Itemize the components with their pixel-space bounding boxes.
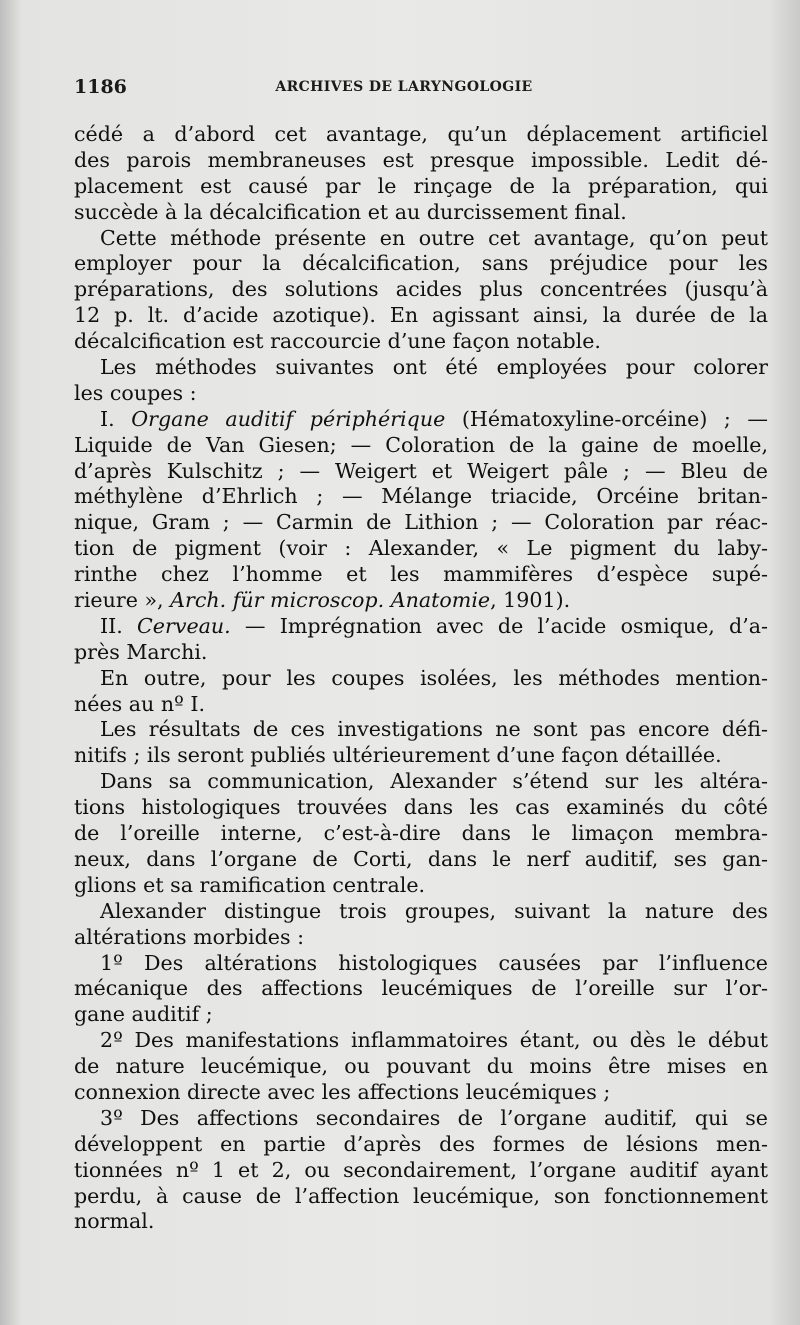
text-line: placement est causé par le rinçage de la préparation, qui [74,173,768,198]
text-line: neux, dans l’organe de Corti, dans le nerf auditif, ses gan- [74,846,768,871]
line-prefix: rieure », [74,588,171,613]
text-line: Les méthodes suivantes ont été employées pour colorer [100,355,768,380]
text-line: 3º Des affections secondaires de l’organe auditif, qui se [100,1105,768,1130]
line-suffix: (Hématoxyline-orcéine) ; — [445,406,768,431]
text-line: mécanique des affections leucémiques de l’oreille sur l’or- [74,976,768,1001]
text-line: altérations morbides : [74,924,305,949]
text-line-mixed [74,407,768,433]
text-line: 1º Des altérations histologiques causées par l’influence [100,950,768,975]
text-line: décalcification est raccourcie d’une façon notable. [74,329,601,354]
line-suffix: — Imprégnation avec de l’acide osmique, d’a- [230,613,768,638]
text-line: tionnées nº 1 et 2, ou secondairement, l’organe auditif ayant [74,1157,768,1182]
text-line: Dans sa communication, Alexander s’étend sur les altéra- [100,769,768,794]
text-line: nées au nº I. [74,691,206,716]
text-line: Cette méthode présente en outre cet avantage, qu’on peut [100,225,768,250]
text-line: perdu, à cause de l’affection leucémique, son fonctionnement [74,1183,768,1208]
text-line: Alexander distingue trois groupes, suivant la nature des [100,898,768,923]
italic-term: Organe auditif périphérique [131,406,446,431]
page-header [74,76,734,102]
text-line: de nature leucémique, ou pouvant du moins être mises en [74,1054,768,1079]
text-line: rinthe chez l’homme et les mammifères d’espèce supé- [74,562,768,587]
text-line: 2º Des manifestations inflammatoires étant, ou dès le début [100,1028,768,1053]
line-prefix: I. [100,406,132,431]
text-line: gane auditif ; [74,1002,213,1027]
text-line: employer pour la décalcification, sans préjudice pour les [74,251,768,276]
text-line: préparations, des solutions acides plus concentrées (jusqu’à [74,277,768,302]
text-line: tion de pigment (voir : Alexander, « Le pigment du laby- [74,536,768,561]
running-head: ARCHIVES DE LARYNGOLOGIE [275,79,533,95]
text-line: les coupes : [74,380,197,405]
text-line-mixed [74,614,768,640]
text-line: Liquide de Van Giesen; — Coloration de la gaine de moelle, [74,432,768,457]
text-line: normal. [74,1209,155,1234]
text-line: nitifs ; ils seront publiés ultérieurement d’une façon détaillée. [74,743,722,768]
text-line: de l’oreille interne, c’est-à-dire dans le limaçon membra- [74,821,768,846]
text-line: En outre, pour les coupes isolées, les méthodes mention- [100,665,768,690]
text-line: près Marchi. [74,639,208,664]
text-line: 12 p. lt. d’acide azotique). En agissant ainsi, la durée de la [74,303,768,328]
text-line: méthylène d’Ehrlich ; — Mélange triacide, Orcéine britan- [74,484,768,509]
text-line: tions histologiques trouvées dans les cas examinés du côté [74,795,768,820]
body-text [74,122,768,1235]
text-line: d’après Kulschitz ; — Weigert et Weigert pâle ; — Bleu de [74,458,768,483]
line-suffix: , 1901). [490,588,571,613]
italic-citation: Arch. für microscop. Anatomie [170,588,491,613]
italic-term: Cerveau. [137,613,231,638]
text-line: glions et sa ramification centrale. [74,872,426,897]
text-line: des parois membraneuses est presque impossible. Ledit dé- [74,147,768,172]
text-line: connexion directe avec les affections leucémiques ; [74,1079,611,1104]
text-line: nique, Gram ; — Carmin de Lithion ; — Coloration par réac- [74,510,768,535]
text-line: succède à la décalcification et au durcissement final. [74,199,627,224]
page-number: 1186 [74,76,127,98]
text-line-mixed [74,588,768,614]
text-line: développent en partie d’après des formes de lésions men- [74,1131,768,1156]
line-prefix: II. [100,613,138,638]
text-line: Les résultats de ces investigations ne sont pas encore défi- [100,717,768,742]
text-line: cédé a d’abord cet avantage, qu’un déplacement artificiel [74,122,768,146]
